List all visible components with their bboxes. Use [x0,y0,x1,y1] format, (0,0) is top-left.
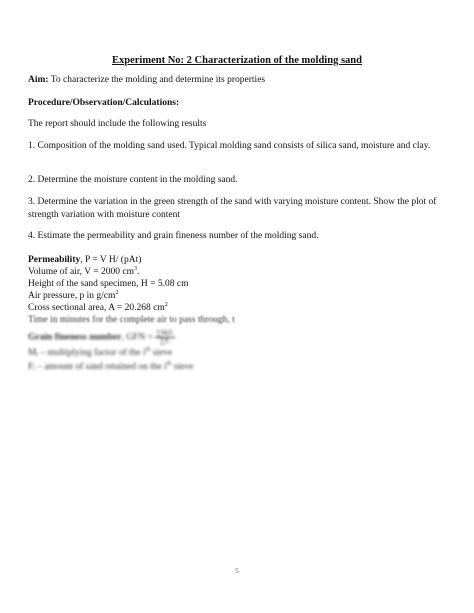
air-pressure-line [28,290,118,302]
aim-text: To characterize the molding and determine its properties [48,75,266,85]
list-item-2: 2. Determine the moisture content in the molding sand. [28,175,238,185]
gfn-formula-prefix: , GFN = [121,332,156,343]
cross-section-area-text: Cross sectional area, A = 20.268 cm [28,303,165,313]
gfn-fraction-denominator: ∑Fᵢ [160,337,171,345]
gfn-fraction-numerator: ∑MᵢFᵢ [156,329,174,337]
air-pressure-text: Air pressure, p in g/cm [28,291,116,301]
aim-label: Aim: [28,75,49,85]
page-number: 5 [235,567,239,575]
list-item-4: 4. Estimate the permeability and grain fineness number of the molding sand. [28,231,319,241]
intro-text: The report should include the following results [28,119,207,129]
air-volume-line [28,266,139,278]
cross-section-area-sup: 2 [164,301,168,308]
time-line: Time in minutes for the complete air to pass through, t [28,315,235,325]
air-pressure-sup: 2 [115,289,119,296]
air-volume-sup: 3 [134,265,138,272]
procedure-heading: Procedure/Observation/Calculations: [28,98,180,108]
gfn-m-sup: th [145,346,151,353]
gfn-m-text: Mᵢ – multiplying factor of the i [28,348,146,358]
gfn-m-end: sieve [150,348,173,358]
gfn-label: Grain fineness number [28,332,122,343]
gfn-f-line [28,361,193,373]
document-title: Experiment No: 2 Characterization of the molding sand [112,55,362,66]
permeability-formula: , P = V H/ (pAt) [80,255,142,265]
gfn-formula-line [28,330,175,345]
aim-paragraph [28,74,448,87]
gfn-f-sup: th [166,360,172,367]
cross-section-area-line [28,302,168,314]
permeability-formula-line [28,254,141,266]
air-volume-end: . [137,267,140,277]
air-volume-text: Volume of air, V = 2000 cm [28,267,135,277]
gfn-f-end: sieve [171,362,194,372]
list-item-1: 1. Composition of the molding sand used. Typical molding sand consists of silica sand, moisture and clay. [28,141,431,151]
gfn-fraction [155,330,174,345]
gfn-f-text: Fᵢ – amount of sand retained on the i [28,362,167,372]
permeability-label: Permeability [28,255,81,265]
specimen-height-line: Height of the sand specimen, H = 5.08 cm [28,279,189,289]
list-item-3: 3. Determine the variation in the green strength of the sand with varying moisture content. Show the plot of strength variation with moisture content [28,197,437,220]
gfn-m-line [28,347,172,359]
